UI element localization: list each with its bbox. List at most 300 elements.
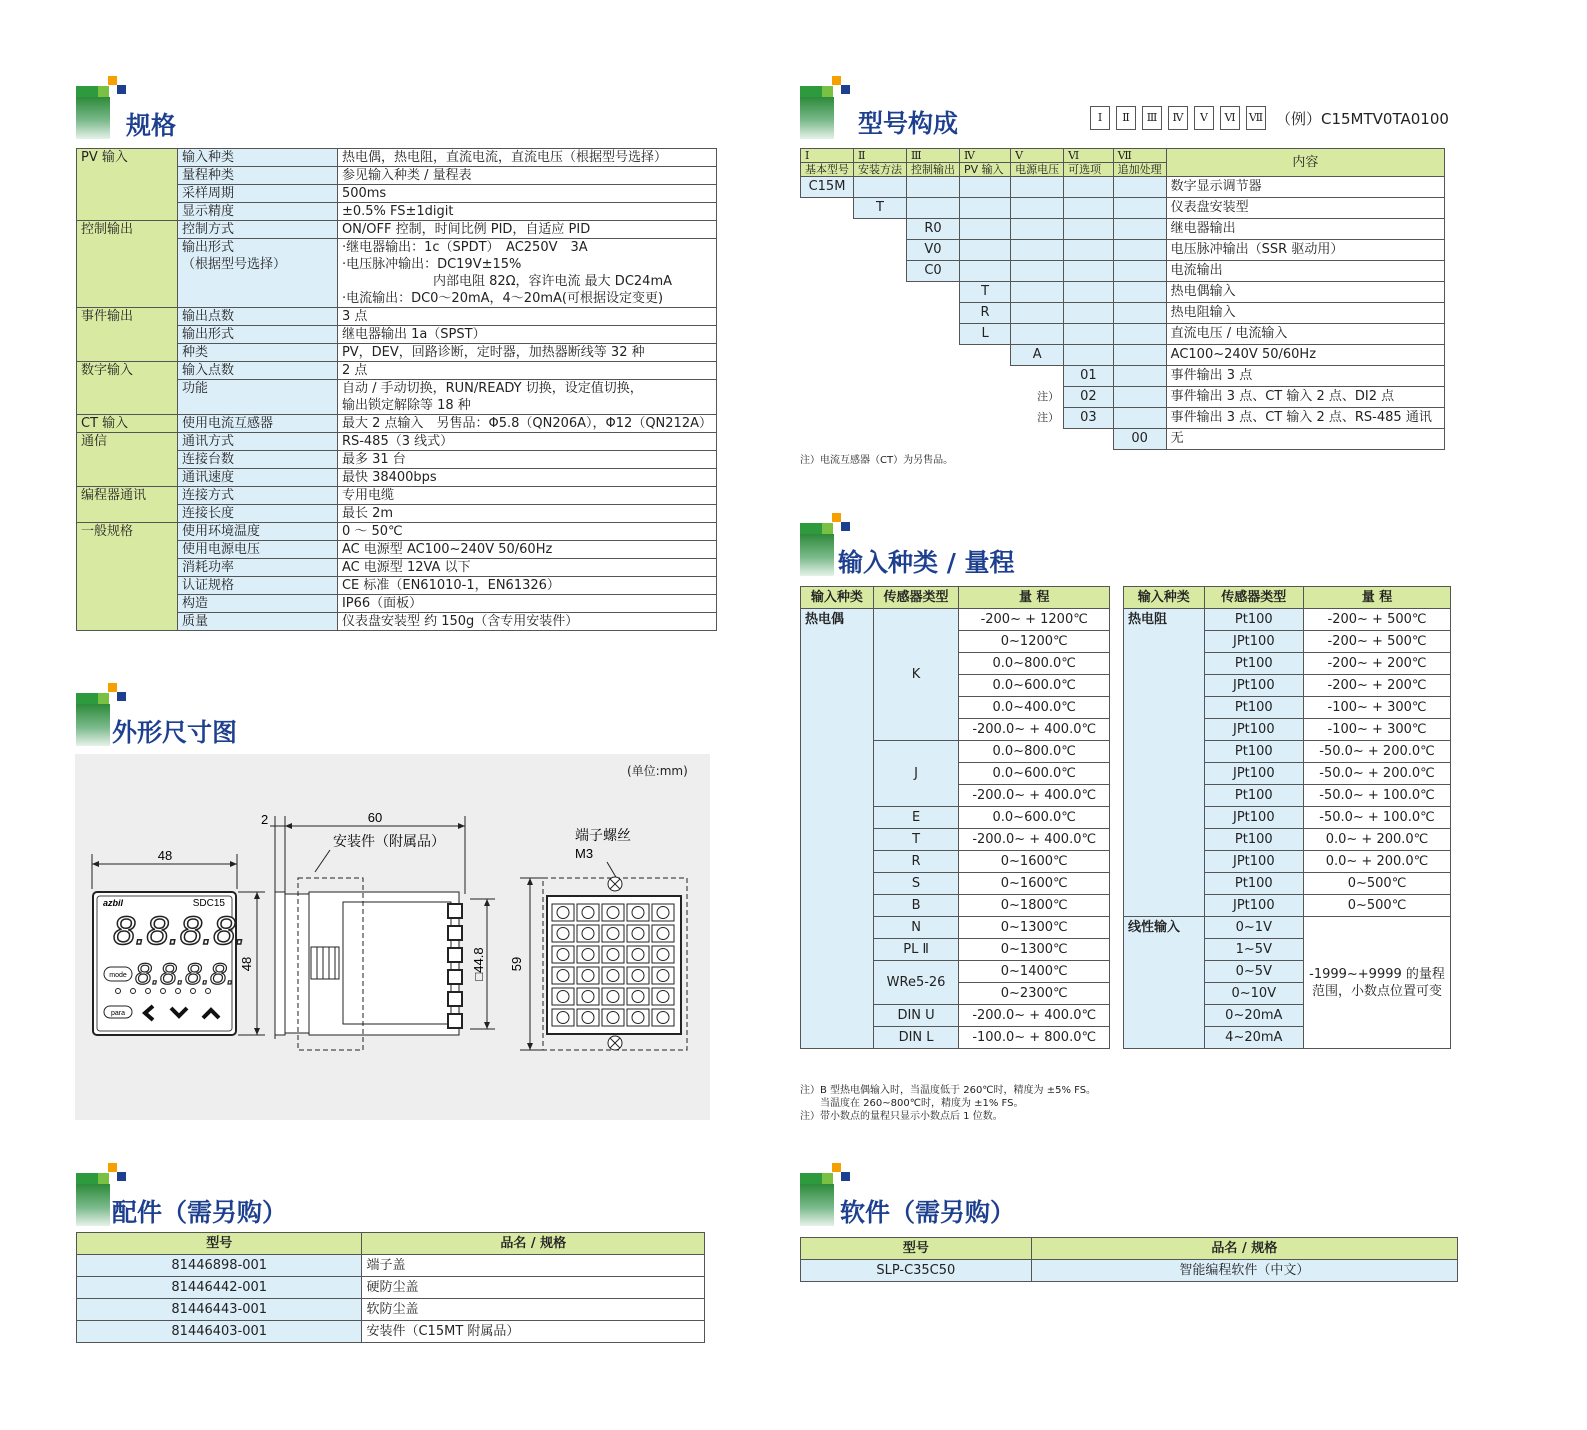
spec-item-text: 连接方式 <box>181 488 234 503</box>
drawing-svg <box>75 754 710 1120</box>
spec-group: 一般规格 <box>77 523 178 631</box>
model-row <box>801 219 1445 240</box>
side-depth-dim: 60 <box>367 810 383 825</box>
range-sensor-cell: T <box>873 829 959 851</box>
model-code-cell: R0 <box>907 219 960 240</box>
model-roman-cell: Ⅳ <box>960 149 1011 163</box>
spec-item <box>177 451 337 469</box>
spec-value-line: 最大 2 点输入 另售品：Φ5.8（QN206A），Φ12（QN212A） <box>341 416 712 431</box>
spec-item <box>177 469 337 487</box>
model-code-cell: 03 <box>1064 408 1114 429</box>
range-value-cell: -100.0~ + 800.0℃ <box>959 1027 1110 1049</box>
spec-row <box>77 415 717 433</box>
rear-view <box>509 827 687 1050</box>
model-code-cell: T <box>854 198 907 219</box>
spec-row <box>77 362 717 380</box>
range-note-2: 当温度在 260~800℃时，精度为 ±1% FS。 <box>800 1098 1024 1109</box>
model-empty-cell <box>960 429 1011 450</box>
range-value-cell: -100~ + 300℃ <box>1304 697 1451 719</box>
range-sensor-cell: Pt100 <box>1204 873 1303 895</box>
spec-value <box>337 149 716 167</box>
terminal-label: 端子螺丝 <box>575 827 631 843</box>
spec-group: 通信 <box>77 433 178 487</box>
range-value-cell: -200.0~ + 400.0℃ <box>959 719 1110 741</box>
spec-value <box>337 185 716 203</box>
spec-item-text: 输入种类 <box>181 150 234 165</box>
range-row <box>801 609 1110 631</box>
model-empty-cell <box>801 387 854 408</box>
spec-value <box>337 167 716 185</box>
range-sensor-cell: Pt100 <box>1204 741 1303 763</box>
spec-value-line: 专用电缆 <box>341 488 394 503</box>
range-sensor-cell: WRe5-26 <box>873 961 959 1005</box>
model-code-cell: T <box>960 282 1011 303</box>
model-empty-cell <box>907 303 960 324</box>
model-empty-cell <box>854 219 907 240</box>
spec-value <box>337 380 716 415</box>
accessory-header-row <box>77 1233 705 1255</box>
spec-item <box>177 595 337 613</box>
model-empty-cell <box>1011 429 1064 450</box>
spec-row <box>77 221 717 239</box>
model-content-cell: 直流电压 / 电流输入 <box>1166 324 1444 345</box>
range-header-cell: 量 程 <box>959 587 1110 609</box>
range-sensor-cell: Pt100 <box>1204 785 1303 807</box>
rear-height-dim: 59 <box>509 956 524 972</box>
model-label: SDC15 <box>192 898 225 909</box>
model-fill-cell <box>1011 282 1064 303</box>
range-sensor-cell: DIN U <box>873 1005 959 1027</box>
accessory-model-cell: 81446898-001 <box>77 1255 362 1277</box>
spec-item <box>177 541 337 559</box>
range-value-cell: 0.0~ + 200.0℃ <box>1304 829 1451 851</box>
model-fill-cell <box>1113 303 1166 324</box>
thermocouple-range-table <box>800 586 1110 1049</box>
software-row <box>801 1260 1458 1282</box>
range-note-3: 注）带小数点的量程只显示小数点后 1 位数。 <box>800 1111 1003 1122</box>
model-title: 型号构成 <box>858 109 959 138</box>
model-code-cell: L <box>960 324 1011 345</box>
range-sensor-cell: Pt100 <box>1204 609 1303 631</box>
model-fill-cell <box>960 219 1011 240</box>
model-fill-cell <box>1113 324 1166 345</box>
spec-group: CT 输入 <box>77 415 178 433</box>
model-row <box>801 177 1445 198</box>
side-gap-dim: 2 <box>261 812 269 827</box>
spec-row <box>77 149 717 167</box>
model-empty-cell <box>801 219 854 240</box>
model-roman-cell: Ⅱ <box>854 149 907 163</box>
spec-value-line: IP66（面板） <box>341 596 423 611</box>
range-sensor-cell: 4~20mA <box>1204 1027 1303 1049</box>
model-empty-cell <box>801 198 854 219</box>
range-value-cell: 0.0~600.0℃ <box>959 807 1110 829</box>
model-empty-cell <box>960 408 1011 429</box>
model-table <box>800 148 1445 450</box>
model-empty-cell <box>801 240 854 261</box>
model-empty-cell <box>960 345 1011 366</box>
spec-value-line: 3 点 <box>341 309 368 324</box>
range-sensor-cell: 0~5V <box>1204 961 1303 983</box>
software-header-cell: 型号 <box>801 1238 1032 1260</box>
spec-item-text: 控制方式 <box>181 222 234 237</box>
model-fill-cell <box>1011 303 1064 324</box>
spec-item <box>177 577 337 595</box>
roman-6: Ⅵ <box>1220 106 1240 130</box>
model-header-cell: PV 输入 <box>960 163 1011 177</box>
range-sensor-cell: E <box>873 807 959 829</box>
dimension-drawing <box>75 754 710 1120</box>
range-sensor-cell: J <box>873 741 959 807</box>
spec-item-text: 功能 <box>181 381 208 396</box>
terminal-size-label: M3 <box>575 846 594 861</box>
accessories-table <box>76 1232 705 1343</box>
range-value-cell: -50.0~ + 100.0℃ <box>1304 785 1451 807</box>
spec-item-text: 使用电源电压 <box>181 542 260 557</box>
range-value-cell: -200~ + 500℃ <box>1304 609 1451 631</box>
accessory-header-cell: 型号 <box>77 1233 362 1255</box>
spec-table <box>76 148 717 631</box>
spec-item <box>177 221 337 239</box>
range-sensor-cell: S <box>873 873 959 895</box>
spec-value <box>337 344 716 362</box>
section-header-accessories <box>76 1163 336 1227</box>
model-empty-cell <box>801 429 854 450</box>
accessory-name-cell: 软防尘盖 <box>362 1299 705 1321</box>
spec-value-line: PV，DEV，回路诊断，定时器，加热器断线等 32 种 <box>341 345 645 360</box>
model-fill-cell <box>1113 177 1166 198</box>
model-fill-cell <box>1064 303 1114 324</box>
spec-item <box>177 308 337 326</box>
model-empty-cell <box>1064 429 1114 450</box>
model-content-cell: 无 <box>1166 429 1444 450</box>
spec-item <box>177 362 337 380</box>
model-empty-cell <box>854 261 907 282</box>
spec-value-line: 输出锁定解除等 18 种 <box>341 398 471 413</box>
range-sensor-cell: R <box>873 851 959 873</box>
model-row <box>801 429 1445 450</box>
model-fill-cell <box>960 261 1011 282</box>
model-code-cell: C0 <box>907 261 960 282</box>
range-header-cell: 传感器类型 <box>873 587 959 609</box>
range-value-cell: 0~500℃ <box>1304 895 1451 917</box>
model-roman-cell: Ⅴ <box>1011 149 1064 163</box>
range-header-row <box>801 587 1110 609</box>
pv-display: 8.8.8.8. <box>113 909 247 953</box>
model-row <box>801 282 1445 303</box>
model-row <box>801 345 1445 366</box>
model-empty-cell <box>907 324 960 345</box>
model-note-mark: 注） <box>1037 390 1060 403</box>
range-header-row <box>1124 587 1451 609</box>
spec-value-line: 热电偶，热电阻，直流电流，直流电压（根据型号选择） <box>341 150 667 165</box>
spec-value-line: 2 点 <box>341 363 368 378</box>
range-sensor-cell: JPt100 <box>1204 763 1303 785</box>
spec-value-line: CE 标准（EN61010-1，EN61326） <box>341 578 560 593</box>
spec-value <box>337 469 716 487</box>
software-title: 软件（需另购） <box>840 1198 1016 1227</box>
spec-item-text: 质量 <box>181 614 208 629</box>
ranges-title: 输入种类 / 量程 <box>838 548 1015 577</box>
range-value-cell: -100~ + 300℃ <box>1304 719 1451 741</box>
model-fill-cell <box>1011 240 1064 261</box>
model-fill-cell <box>960 240 1011 261</box>
spec-group: 控制输出 <box>77 221 178 308</box>
range-value-cell: 0~2300℃ <box>959 983 1110 1005</box>
model-row <box>801 303 1445 324</box>
accessory-name-cell: 硬防尘盖 <box>362 1277 705 1299</box>
software-table <box>800 1237 1458 1282</box>
spec-value <box>337 326 716 344</box>
spec-value-line: AC 电源型 AC100~240V 50/60Hz <box>341 542 553 557</box>
model-row <box>801 366 1445 387</box>
model-row <box>801 408 1445 429</box>
spec-value-line: 最快 38400bps <box>341 470 437 485</box>
model-roman-cell: Ⅰ <box>801 149 854 163</box>
spec-item-text: 连接长度 <box>181 506 234 521</box>
spec-value <box>337 433 716 451</box>
range-value-cell: 0.0~800.0℃ <box>959 741 1110 763</box>
spec-value <box>337 595 716 613</box>
spec-value-line: 0 ～ 50℃ <box>341 524 403 539</box>
model-empty-cell <box>960 366 1011 387</box>
model-roman-row <box>801 149 1445 163</box>
spec-item <box>177 380 337 415</box>
spec-item <box>177 415 337 433</box>
spec-item <box>177 326 337 344</box>
model-content-cell: 事件输出 3 点 <box>1166 366 1444 387</box>
spec-value <box>337 487 716 505</box>
range-value-cell: -200~ + 500℃ <box>1304 631 1451 653</box>
model-empty-cell <box>801 261 854 282</box>
software-header-row <box>801 1238 1458 1260</box>
model-roman-cell: Ⅶ <box>1113 149 1166 163</box>
model-header-cell: 控制输出 <box>907 163 960 177</box>
range-value-cell: 0.0~800.0℃ <box>959 653 1110 675</box>
accessory-model-cell: 81446442-001 <box>77 1277 362 1299</box>
model-fill-cell <box>854 177 907 198</box>
model-code-cell: 01 <box>1064 366 1114 387</box>
model-empty-cell <box>801 303 854 324</box>
model-fill-cell <box>1011 324 1064 345</box>
section-header-dimensions <box>76 683 316 747</box>
model-fill-cell <box>907 177 960 198</box>
spec-item-text: 使用电流互感器 <box>181 416 273 431</box>
model-code-cell: R <box>960 303 1011 324</box>
model-empty-cell <box>854 429 907 450</box>
model-content-cell: 继电器输出 <box>1166 219 1444 240</box>
range-value-cell: -200.0~ + 400.0℃ <box>959 829 1110 851</box>
model-fill-cell <box>1113 198 1166 219</box>
model-empty-cell <box>854 387 907 408</box>
spec-value-line: ±0.5% FS±1digit <box>341 204 454 219</box>
spec-item-text: 连接台数 <box>181 452 234 467</box>
spec-item-text: 构造 <box>181 596 208 611</box>
spec-title: 规格 <box>126 111 177 140</box>
spec-item <box>177 505 337 523</box>
spec-item <box>177 344 337 362</box>
spec-value <box>337 415 716 433</box>
spec-group: PV 输入 <box>77 149 178 221</box>
spec-item <box>177 203 337 221</box>
spec-value <box>337 505 716 523</box>
model-code-cell: C15M <box>801 177 854 198</box>
model-fill-cell <box>1064 345 1114 366</box>
spec-item-text: 消耗功率 <box>181 560 234 575</box>
spec-item-text: 显示精度 <box>181 204 234 219</box>
spec-item <box>177 239 337 308</box>
model-empty-cell <box>801 345 854 366</box>
range-value-cell: 0.0~600.0℃ <box>959 675 1110 697</box>
section-header-model <box>800 76 1000 136</box>
model-header-cell: 安装方法 <box>854 163 907 177</box>
range-sensor-cell: JPt100 <box>1204 631 1303 653</box>
model-content-cell: 事件输出 3 点、CT 输入 2 点、RS-485 通讯 <box>1166 408 1444 429</box>
spec-value-line: ·继电器输出：1c（SPDT） AC250V 3A <box>341 240 588 255</box>
mode-key: mode <box>109 972 127 979</box>
model-content-cell: 热电阻输入 <box>1166 303 1444 324</box>
panel-cutout-dim: □44.8 <box>471 947 486 981</box>
spec-value-line: 自动 / 手动切换，RUN/READY 切换，设定值切换， <box>341 381 643 396</box>
accessory-model-cell: 81446443-001 <box>77 1299 362 1321</box>
model-example: （例）C15MTV0TA0100 <box>1276 110 1449 128</box>
model-content-cell: 电流输出 <box>1166 261 1444 282</box>
range-sensor-cell: N <box>873 917 959 939</box>
range-value-cell: -200~ + 200℃ <box>1304 675 1451 697</box>
range-value-cell: 0~1300℃ <box>959 917 1110 939</box>
model-row <box>801 240 1445 261</box>
spec-value <box>337 239 716 308</box>
para-key: para <box>110 1010 126 1017</box>
model-empty-cell <box>907 408 960 429</box>
spec-item-text: 采样周期 <box>181 186 234 201</box>
model-fill-cell <box>1064 240 1114 261</box>
roman-1: Ⅰ <box>1090 106 1110 130</box>
spec-item-text: 输出形式 <box>181 327 234 342</box>
range-row <box>1124 917 1451 939</box>
model-content-cell: 电压脉冲输出（SSR 驱动用） <box>1166 240 1444 261</box>
spec-row <box>77 487 717 505</box>
model-fill-cell <box>1113 219 1166 240</box>
range-sensor-cell: PL Ⅱ <box>873 939 959 961</box>
spec-value-line: 500ms <box>341 186 387 201</box>
model-row <box>801 387 1445 408</box>
spec-value-line: 最长 2m <box>341 506 394 521</box>
model-empty-cell <box>907 345 960 366</box>
front-width-dim: 48 <box>157 848 173 863</box>
accessory-name-cell: 安装件（C15MT 附属品） <box>362 1321 705 1343</box>
spec-value-line: ON/OFF 控制，时间比例 PID，自适应 PID <box>341 222 591 237</box>
spec-item <box>177 167 337 185</box>
model-fill-cell <box>1113 408 1166 429</box>
section-header-software <box>800 1163 1060 1227</box>
accessory-model-cell: 81446403-001 <box>77 1321 362 1343</box>
spec-item <box>177 185 337 203</box>
model-roman-cell: Ⅲ <box>907 149 960 163</box>
accessory-row <box>77 1321 705 1343</box>
spec-group: 编程器通讯 <box>77 487 178 523</box>
spec-item-text: 通讯方式 <box>181 434 234 449</box>
range-header-cell: 量 程 <box>1304 587 1451 609</box>
accessory-header-cell: 品名 / 规格 <box>362 1233 705 1255</box>
model-empty-cell <box>854 366 907 387</box>
model-empty-cell <box>960 387 1011 408</box>
spec-value-line: 最多 31 台 <box>341 452 406 467</box>
spec-item <box>177 613 337 631</box>
software-name-cell: 智能编程软件（中文） <box>1031 1260 1457 1282</box>
roman-4: Ⅳ <box>1168 106 1188 130</box>
spec-value <box>337 221 716 239</box>
sv-display: 8.8.8.8. <box>135 958 236 991</box>
spec-group: 数字输入 <box>77 362 178 415</box>
roman-7: Ⅶ <box>1246 106 1266 130</box>
range-sensor-cell: DIN L <box>873 1027 959 1049</box>
spec-value-line: 内部电阻 82Ω，容许电流 最大 DC24mA <box>341 274 672 289</box>
spec-item <box>177 149 337 167</box>
spec-item-text: （根据型号选择） <box>181 257 286 272</box>
model-fill-cell <box>1064 261 1114 282</box>
model-roman-cell: Ⅵ <box>1064 149 1114 163</box>
model-row <box>801 261 1445 282</box>
model-empty-cell <box>854 345 907 366</box>
spec-item-text: 输出点数 <box>181 309 234 324</box>
range-sensor-cell: 0~20mA <box>1204 1005 1303 1027</box>
range-header-cell: 输入种类 <box>1124 587 1205 609</box>
model-header-cell: 追加处理 <box>1113 163 1166 177</box>
model-fill-cell <box>1113 345 1166 366</box>
model-empty-cell <box>1011 366 1064 387</box>
bracket-label: 安装件（附属品） <box>333 833 445 849</box>
accessory-row <box>77 1299 705 1321</box>
model-fill-cell <box>1113 261 1166 282</box>
spec-value-line: 继电器输出 1a（SPST） <box>341 327 486 342</box>
range-value-cell: -200.0~ + 400.0℃ <box>959 1005 1110 1027</box>
range-value-cell: 0.0~600.0℃ <box>959 763 1110 785</box>
model-fill-cell <box>1113 282 1166 303</box>
range-value-cell: -200.0~ + 400.0℃ <box>959 785 1110 807</box>
roman-2: Ⅱ <box>1116 106 1136 130</box>
model-code-cell: 02 <box>1064 387 1114 408</box>
range-sensor-cell: 0~1V <box>1204 917 1303 939</box>
model-fill-cell <box>1011 198 1064 219</box>
spec-item-text: 量程种类 <box>181 168 234 183</box>
model-empty-cell <box>854 282 907 303</box>
model-content-cell: 数字显示调节器 <box>1166 177 1444 198</box>
model-empty-cell <box>801 408 854 429</box>
range-value-cell: 0~1600℃ <box>959 851 1110 873</box>
model-content-header: 内容 <box>1166 149 1444 177</box>
model-row <box>801 198 1445 219</box>
accessory-name-cell: 端子盖 <box>362 1255 705 1277</box>
spec-value <box>337 203 716 221</box>
range-sensor-cell: JPt100 <box>1204 719 1303 741</box>
spec-item-text: 输入点数 <box>181 363 234 378</box>
spec-row <box>77 308 717 326</box>
range-value-cell: 0.0~ + 200.0℃ <box>1304 851 1451 873</box>
range-sensor-cell: Pt100 <box>1204 829 1303 851</box>
model-fill-cell <box>1113 366 1166 387</box>
model-empty-cell <box>907 366 960 387</box>
model-fill-cell <box>960 177 1011 198</box>
model-code-cell: A <box>1011 345 1064 366</box>
model-fill-cell <box>1064 219 1114 240</box>
model-fill-cell <box>1113 240 1166 261</box>
model-fill-cell <box>907 198 960 219</box>
model-empty-cell <box>854 240 907 261</box>
model-row <box>801 324 1445 345</box>
model-empty-cell <box>801 282 854 303</box>
model-note: 注）电流互感器（CT）为另售品。 <box>800 455 954 466</box>
